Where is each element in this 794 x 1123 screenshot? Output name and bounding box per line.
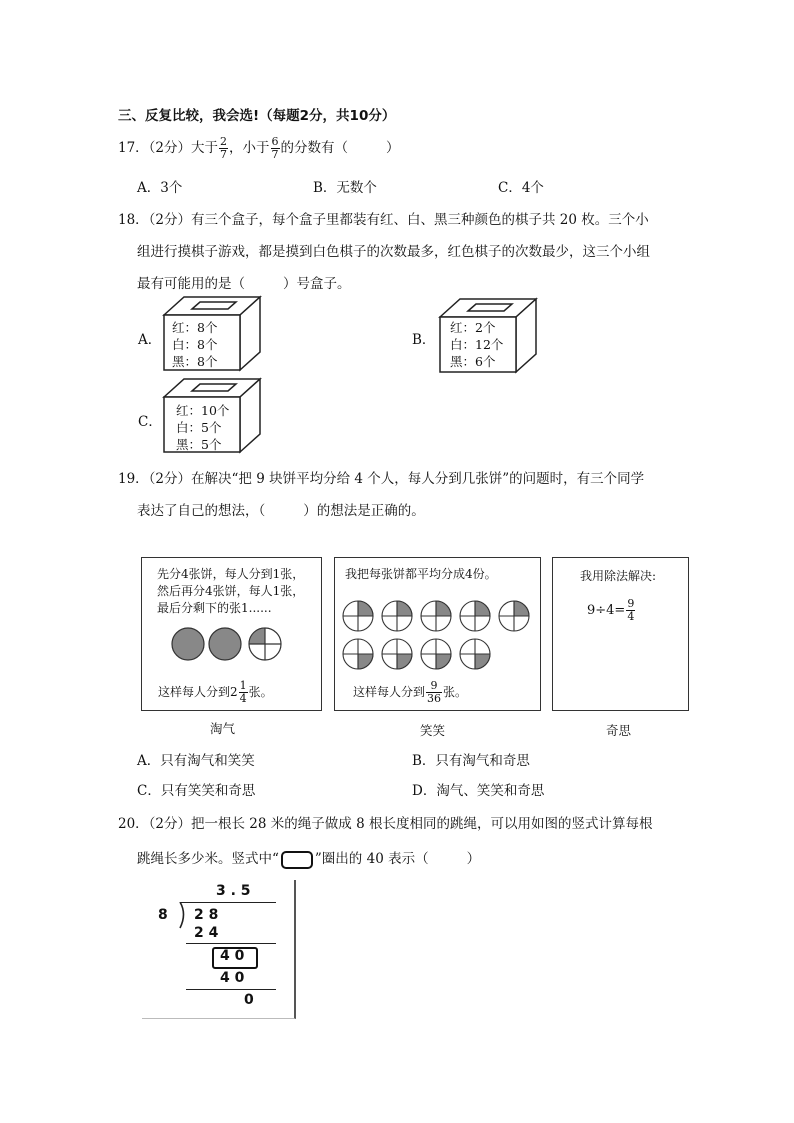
q19-line-2-start: 表达了自己的想法，（ [137,503,266,519]
caption-qisi: 奇思 [606,723,632,738]
box-b-red: 红：2个 [450,320,496,335]
panel-taoqi [141,557,322,711]
panel-xiaoxiao-result [353,680,467,705]
division-bar [180,902,276,903]
q18-line-3-start: 最有可能用的是（ [137,276,245,292]
q17-option-b[interactable]: B．无数个 [313,180,377,196]
q20-line-2 [137,847,480,869]
division-dividend: 2 8 [194,907,219,923]
q18-option-a-label[interactable]: A． [138,332,162,348]
q18-line-1: 18．（2分）有三个盒子，每个盒子里都装有红、白、黑三种颜色的棋子共 20 枚。三个小 [118,212,649,228]
quarter-pies-icon [341,598,535,674]
q17-close-paren: ） [386,140,400,156]
panel-taoqi-result-end: 张。 [248,685,273,699]
fraction-9-4 [626,598,635,623]
fraction-1-4 [239,680,248,705]
denominator: 4 [627,610,635,623]
panel-taoqi-line-2: 然后再分4张饼，每人1张， [157,584,305,598]
panel-taoqi-result-start: 这样每人分到2 [158,685,238,699]
q20-line-1: 20．（2分）把一根长 28 米的绳子做成 8 根长度相同的跳绳，可以用如图的竖式计算每根 [118,816,653,832]
numerator: 9 [426,680,442,693]
q17-option-a[interactable]: A．3个 [137,180,183,196]
q19-option-c[interactable]: C．只有笑笑和奇思 [137,783,256,799]
fraction-9-36 [426,680,442,705]
q19-line-2-end: ）的想法是正确的。 [303,503,425,519]
division-bracket-icon [178,902,188,930]
division-subtract-2: 4 0 [220,970,245,986]
box-a-white: 白：8个 [172,337,218,352]
numerator: 9 [627,597,635,610]
box-a-black: 黑：8个 [172,354,218,369]
box-b-white: 白：12个 [450,337,504,352]
q20-line-2-end: ） [466,851,481,867]
box-a-red: 红：8个 [172,320,218,335]
panel-xiaoxiao-line-1: 我把每张饼都平均分成4份。 [345,567,497,581]
q18-line-3 [137,272,351,292]
panel-xiaoxiao-result-end: 张。 [443,685,468,699]
q19-option-d[interactable]: D．淘气、笑笑和奇思 [412,783,545,799]
division-remainder-1: 4 0 [220,948,245,964]
panel-xiaoxiao-result-start: 这样每人分到 [353,685,426,699]
question-17 [118,136,400,161]
denominator: 7 [271,148,279,161]
q20-line-2-mid: ”圈出的 40 表示（ [314,851,429,867]
q18-option-c-label[interactable]: C． [138,414,162,430]
q18-option-b-label[interactable]: B． [412,332,436,348]
box-a-contents [172,319,217,370]
denominator: 4 [239,692,247,705]
panel-qisi-equation [587,598,636,623]
box-c-black: 黑：5个 [176,437,222,452]
panel-taoqi-line-1: 先分4张饼，每人分到1张， [157,567,305,581]
q17-stem-mid: ，小于 [229,140,270,156]
panel-qisi-line-1: 我用除法解决: [580,569,657,583]
box-c-red: 红：10个 [176,403,230,418]
q19-line-2 [137,499,425,519]
q20-line-2-start: 跳绳长多少米。竖式中“ [137,851,279,867]
q17-option-c[interactable]: C．4个 [498,180,544,196]
division-remainder-2: 0 [244,992,254,1008]
panel-qisi [552,557,689,711]
caption-xiaoxiao: 笑笑 [420,723,446,738]
denominator: 7 [220,148,228,161]
fraction-6-7 [271,136,280,161]
panel-taoqi-result [158,680,273,705]
numerator: 2 [220,135,228,148]
box-c-white: 白：5个 [176,420,222,435]
denominator: 36 [427,692,442,705]
q18-line-2: 组进行摸棋子游戏，都是摸到白色棋子的次数最多，红色棋子的次数最少，这三个小组 [137,244,650,260]
box-b-black: 黑：6个 [450,354,496,369]
box-b-contents [450,319,503,370]
caption-taoqi: 淘气 [210,721,236,736]
fraction-2-7 [219,136,228,161]
rounded-box-icon [281,851,313,869]
panel-xiaoxiao [334,557,541,711]
division-line-2 [186,989,276,990]
q19-option-b[interactable]: B．只有淘气和奇思 [412,753,530,769]
division-divisor: 8 [158,907,168,923]
q17-stem-start: 17．（2分）大于 [118,140,219,156]
numerator: 1 [239,679,247,692]
pies-icon [170,626,300,666]
q18-line-3-end: ）号盒子。 [283,276,351,292]
q19-option-a[interactable]: A．只有淘气和笑笑 [137,753,255,769]
panel-taoqi-line-3: 最后分剩下的张1...... [157,601,272,615]
numerator: 6 [271,135,279,148]
box-c-contents [176,402,229,453]
long-division-figure [142,880,296,1019]
q17-stem-end: 的分数有（ [280,140,349,156]
section-title: 三、反复比较，我会选!（每题2分，共10分） [118,108,396,124]
q19-line-1: 19．（2分）在解决“把 9 块饼平均分给 4 个人，每人分到几张饼”的问题时，有三个同学 [118,471,645,487]
equation-text: 9÷4= [587,603,626,618]
division-quotient: 3 . 5 [216,883,251,899]
division-line-1 [186,943,276,944]
division-subtract-1: 2 4 [194,925,219,941]
